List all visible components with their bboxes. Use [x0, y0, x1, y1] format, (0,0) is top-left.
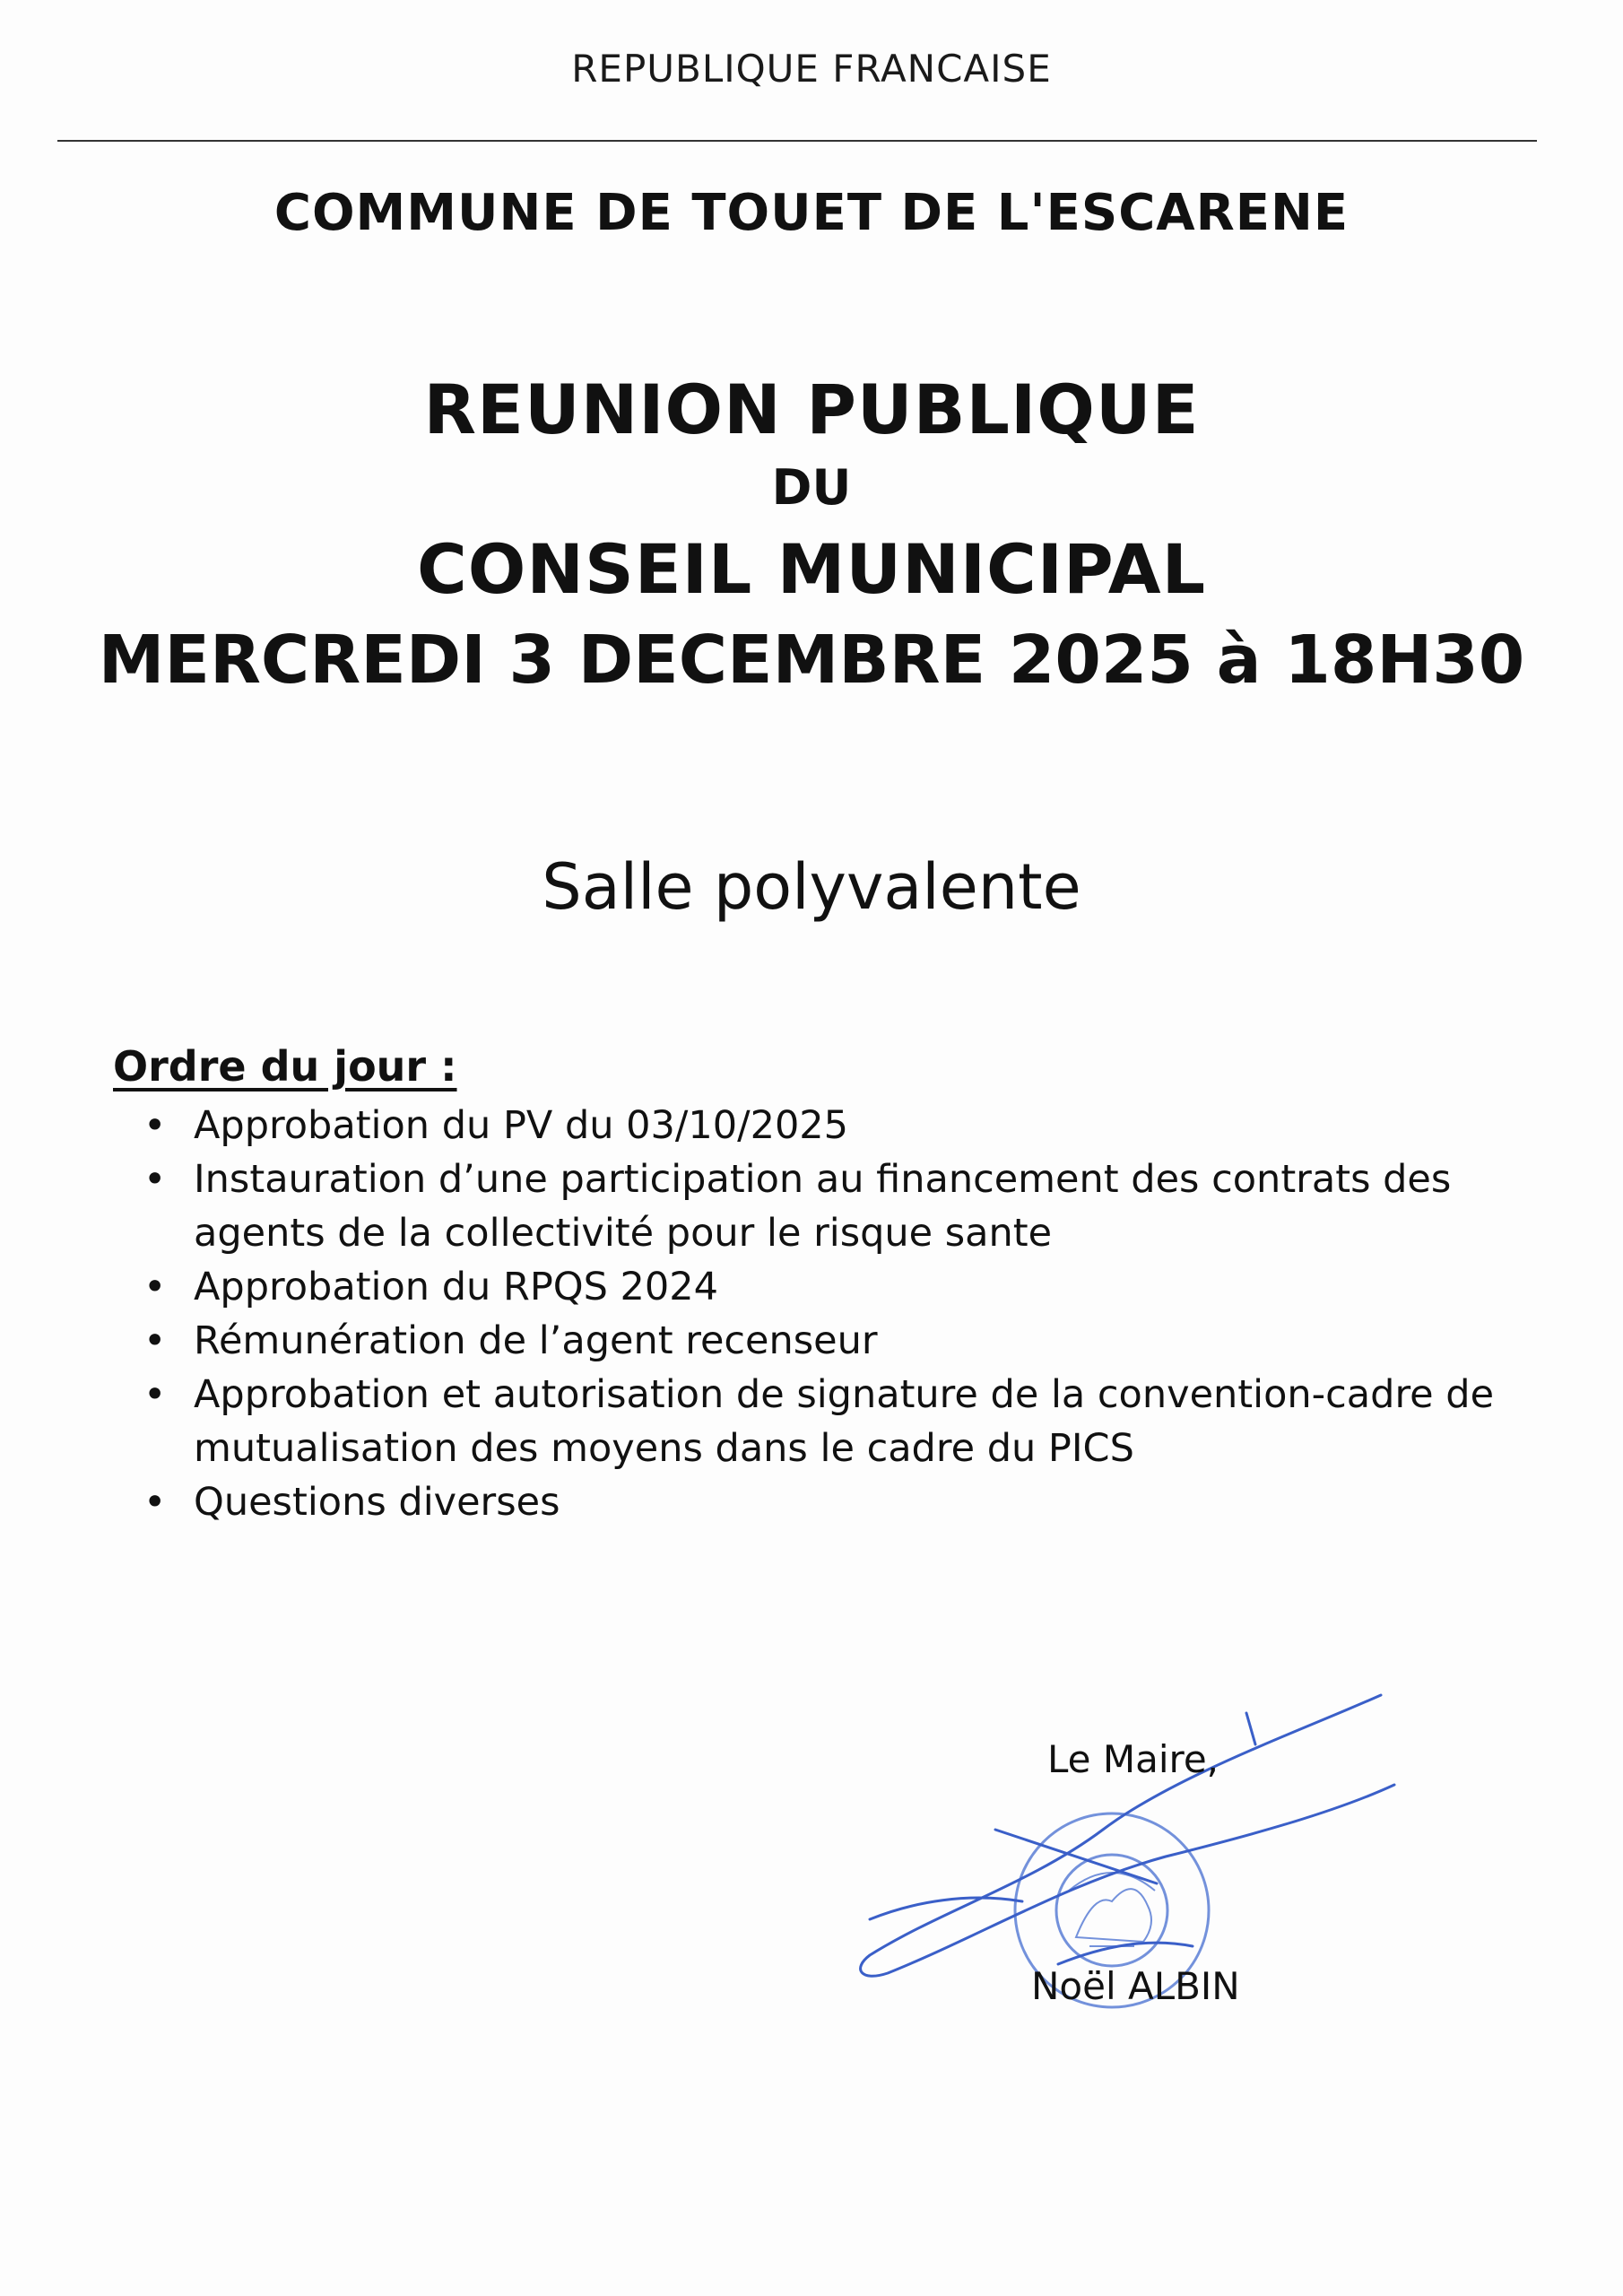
meeting-title	[0, 366, 1623, 703]
agenda-item	[143, 1260, 1515, 1314]
agenda-item-text: Rémunération de l’agent recenseur	[194, 1318, 878, 1363]
title-line-3: CONSEIL MUNICIPAL	[416, 529, 1207, 609]
agenda-item-text: Questions diverses	[194, 1480, 560, 1525]
agenda-heading: Ordre du jour :	[113, 1042, 457, 1091]
bullet-icon: •	[143, 1318, 167, 1363]
republique-header: REPUBLIQUE FRANCAISE	[571, 47, 1052, 91]
title-date: MERCREDI 3 DECEMBRE 2025 à 18H30	[98, 622, 1525, 699]
bullet-icon: •	[143, 1103, 167, 1148]
bullet-icon: •	[143, 1265, 167, 1309]
title-line-1: REUNION PUBLIQUE	[423, 370, 1200, 449]
agenda-item	[143, 1152, 1515, 1260]
agenda-item-text: Approbation et autorisation de signature de la convention-cadre de mutualisation des moyens dans le cadre du PICS	[194, 1372, 1495, 1471]
bullet-icon: •	[143, 1157, 167, 1202]
bullet-icon: •	[143, 1372, 167, 1417]
agenda-item	[143, 1368, 1515, 1475]
header-divider	[57, 140, 1537, 142]
agenda-item-text: Approbation du RPQS 2024	[194, 1265, 718, 1309]
agenda-item-text: Approbation du PV du 03/10/2025	[194, 1103, 849, 1148]
agenda-item	[143, 1099, 1515, 1152]
mayor-name: Noël ALBIN	[1031, 1964, 1240, 2008]
agenda-item	[143, 1475, 1515, 1529]
mayor-title: Le Maire,	[1047, 1737, 1219, 1781]
meeting-location: Salle polyvalente	[542, 850, 1081, 924]
agenda-item-text: Instauration d’une participation au financement des contrats des agents de la collectivité pour le risque sante	[194, 1157, 1452, 1256]
agenda-item	[143, 1314, 1515, 1368]
bullet-icon: •	[143, 1480, 167, 1525]
commune-name: COMMUNE DE TOUET DE L'ESCARENE	[273, 184, 1350, 242]
title-line-2: DU	[771, 459, 852, 516]
agenda-list	[143, 1099, 1515, 1529]
